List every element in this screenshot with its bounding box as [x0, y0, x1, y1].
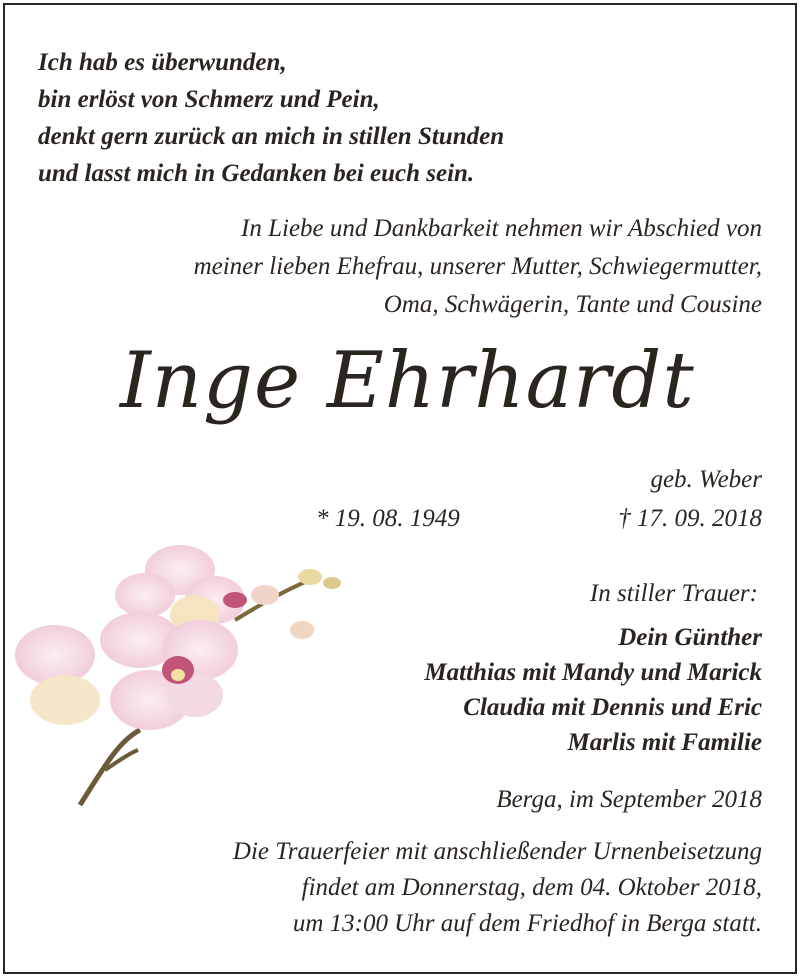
- place-date: Berga, im September 2018: [496, 786, 762, 813]
- mourner-name: Claudia mit Dennis und Eric: [463, 694, 762, 721]
- deceased-name: Inge Ehrhardt: [120, 336, 695, 426]
- poem-line: bin erlöst von Schmerz und Pein,: [38, 86, 380, 113]
- poem: [38, 44, 504, 192]
- intro-line: Oma, Schwägerin, Tante und Cousine: [383, 291, 762, 318]
- funeral-line: findet am Donnerstag, dem 04. Oktober 2018,: [301, 874, 762, 901]
- poem-line: und lasst mich in Gedanken bei euch sein.: [38, 160, 475, 187]
- funeral-info: [233, 834, 762, 942]
- mourner-name: Dein Günther: [618, 624, 762, 651]
- intro-text: [194, 210, 762, 324]
- orchid-branch-icon: [10, 525, 360, 815]
- mourning-label: In stiller Trauer:: [589, 580, 758, 607]
- mourner-name: Matthias mit Mandy und Marick: [424, 659, 762, 686]
- poem-line: Ich hab es überwunden,: [38, 49, 287, 76]
- funeral-line: um 13:00 Uhr auf dem Friedhof in Berga statt.: [292, 910, 762, 937]
- intro-line: meiner lieben Ehefrau, unserer Mutter, Schwiegermutter,: [193, 253, 762, 280]
- poem-line: denkt gern zurück an mich in stillen Stunden: [38, 123, 505, 150]
- intro-line: In Liebe und Dankbarkeit nehmen wir Abschied von: [241, 215, 762, 242]
- death-date: † 17. 09. 2018: [618, 505, 762, 532]
- funeral-line: Die Trauerfeier mit anschließender Urnenbeisetzung: [232, 838, 762, 865]
- mourner-name: Marlis mit Familie: [567, 729, 762, 756]
- birth-date: * 19. 08. 1949: [316, 505, 460, 532]
- maiden-name: geb. Weber: [650, 466, 762, 493]
- mourners-list: [424, 620, 762, 760]
